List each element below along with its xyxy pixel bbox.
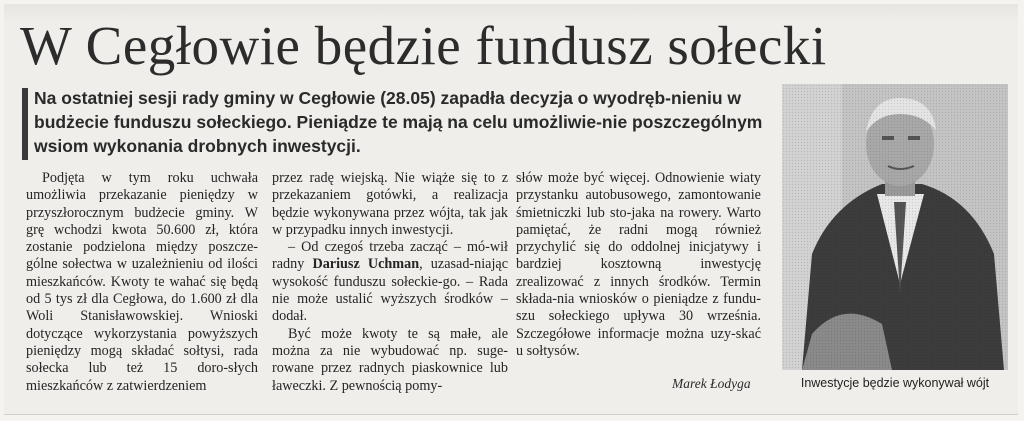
col1-paragraph: Podjęta w tym roku uchwała umożliwia przekazanie pieniędzy w przyszłorocznym budżecie gminy. W grę wchodzi kwota 50.600 zł, która zostanie podzielona między poszcze-gólne sołectwa w uzależnieniu od ilości mieszkańców. Kwoty te wahać się będą od 5 tys zł dla Cegłowa, do 1.600 zł dla Woli Stanisławowskiej. Wnioski dotyczące wykorzystania powyższych pieniędzy mogą składać sołtysi, rada sołecka lub też 15 doro-słych mieszkańców z zatwierdzeniem [26,170,258,394]
lead-paragraph: Na ostatniej sesji rady gminy w Cegłowie (28.05) zapadła decyzja o wyodręb-nieniu w budżecie funduszu sołeckiego. Pieniądze te mają na celu umożliwie-nie poszczególnym wsiom wykonania drobnych inwestycji. [34,88,763,156]
quote-end: , uzasad-niając wysokość funduszu sołeckie-go. – Rada nie może ustalić wyższych środków – dodał. [272,256,509,325]
col3-paragraph: słów może być więcej. Odnowienie wiaty przystanku autobusowego, zamontowanie śmietniczki lub sto-jaka na rowery. Warto pamiętać, że radni mogą również przychylić się do oddolnej inicjatywy i bardziej kosztowną inwestycję zrealizować z innych środków. Termin składa-nia wniosków o pieniądze z fundu-szu sołeckiego upływa 30 września. Szczegółowe informacje można uzy-skać u sołtysów. [516,170,761,359]
column-2 [272,170,508,395]
photo-man-in-suit [782,84,1008,370]
column-1 [26,170,258,395]
col2-paragraph-2 [272,239,508,325]
photo-caption: Inwestycje będzie wykonywał wójt [800,376,990,390]
councillor-name: Dariusz Uchman [312,256,420,273]
headline: W Cegłowie będzie fundusz sołecki [20,15,827,76]
col2-paragraph-3: Być może kwoty te są małe, ale można za nie wybudować np. suge-rowane przez radnych piaskownice lub ławeczki. Z pewnością pomy- [272,325,508,394]
lead-bar [22,88,28,160]
author-byline: Marek Łodyga [672,376,751,391]
col2-paragraph-1: przez radę wiejską. Nie wiąże się to z przekazaniem gotówki, a realizacja będzie wykonywana przez wójta, tak jak w przypadku innych inwestycji. [272,170,508,238]
column-3 [516,170,761,360]
quote-start: – Od czegoś trzeba zacząć – mó-wił radny [272,239,508,273]
photo-illustration [782,84,1008,370]
